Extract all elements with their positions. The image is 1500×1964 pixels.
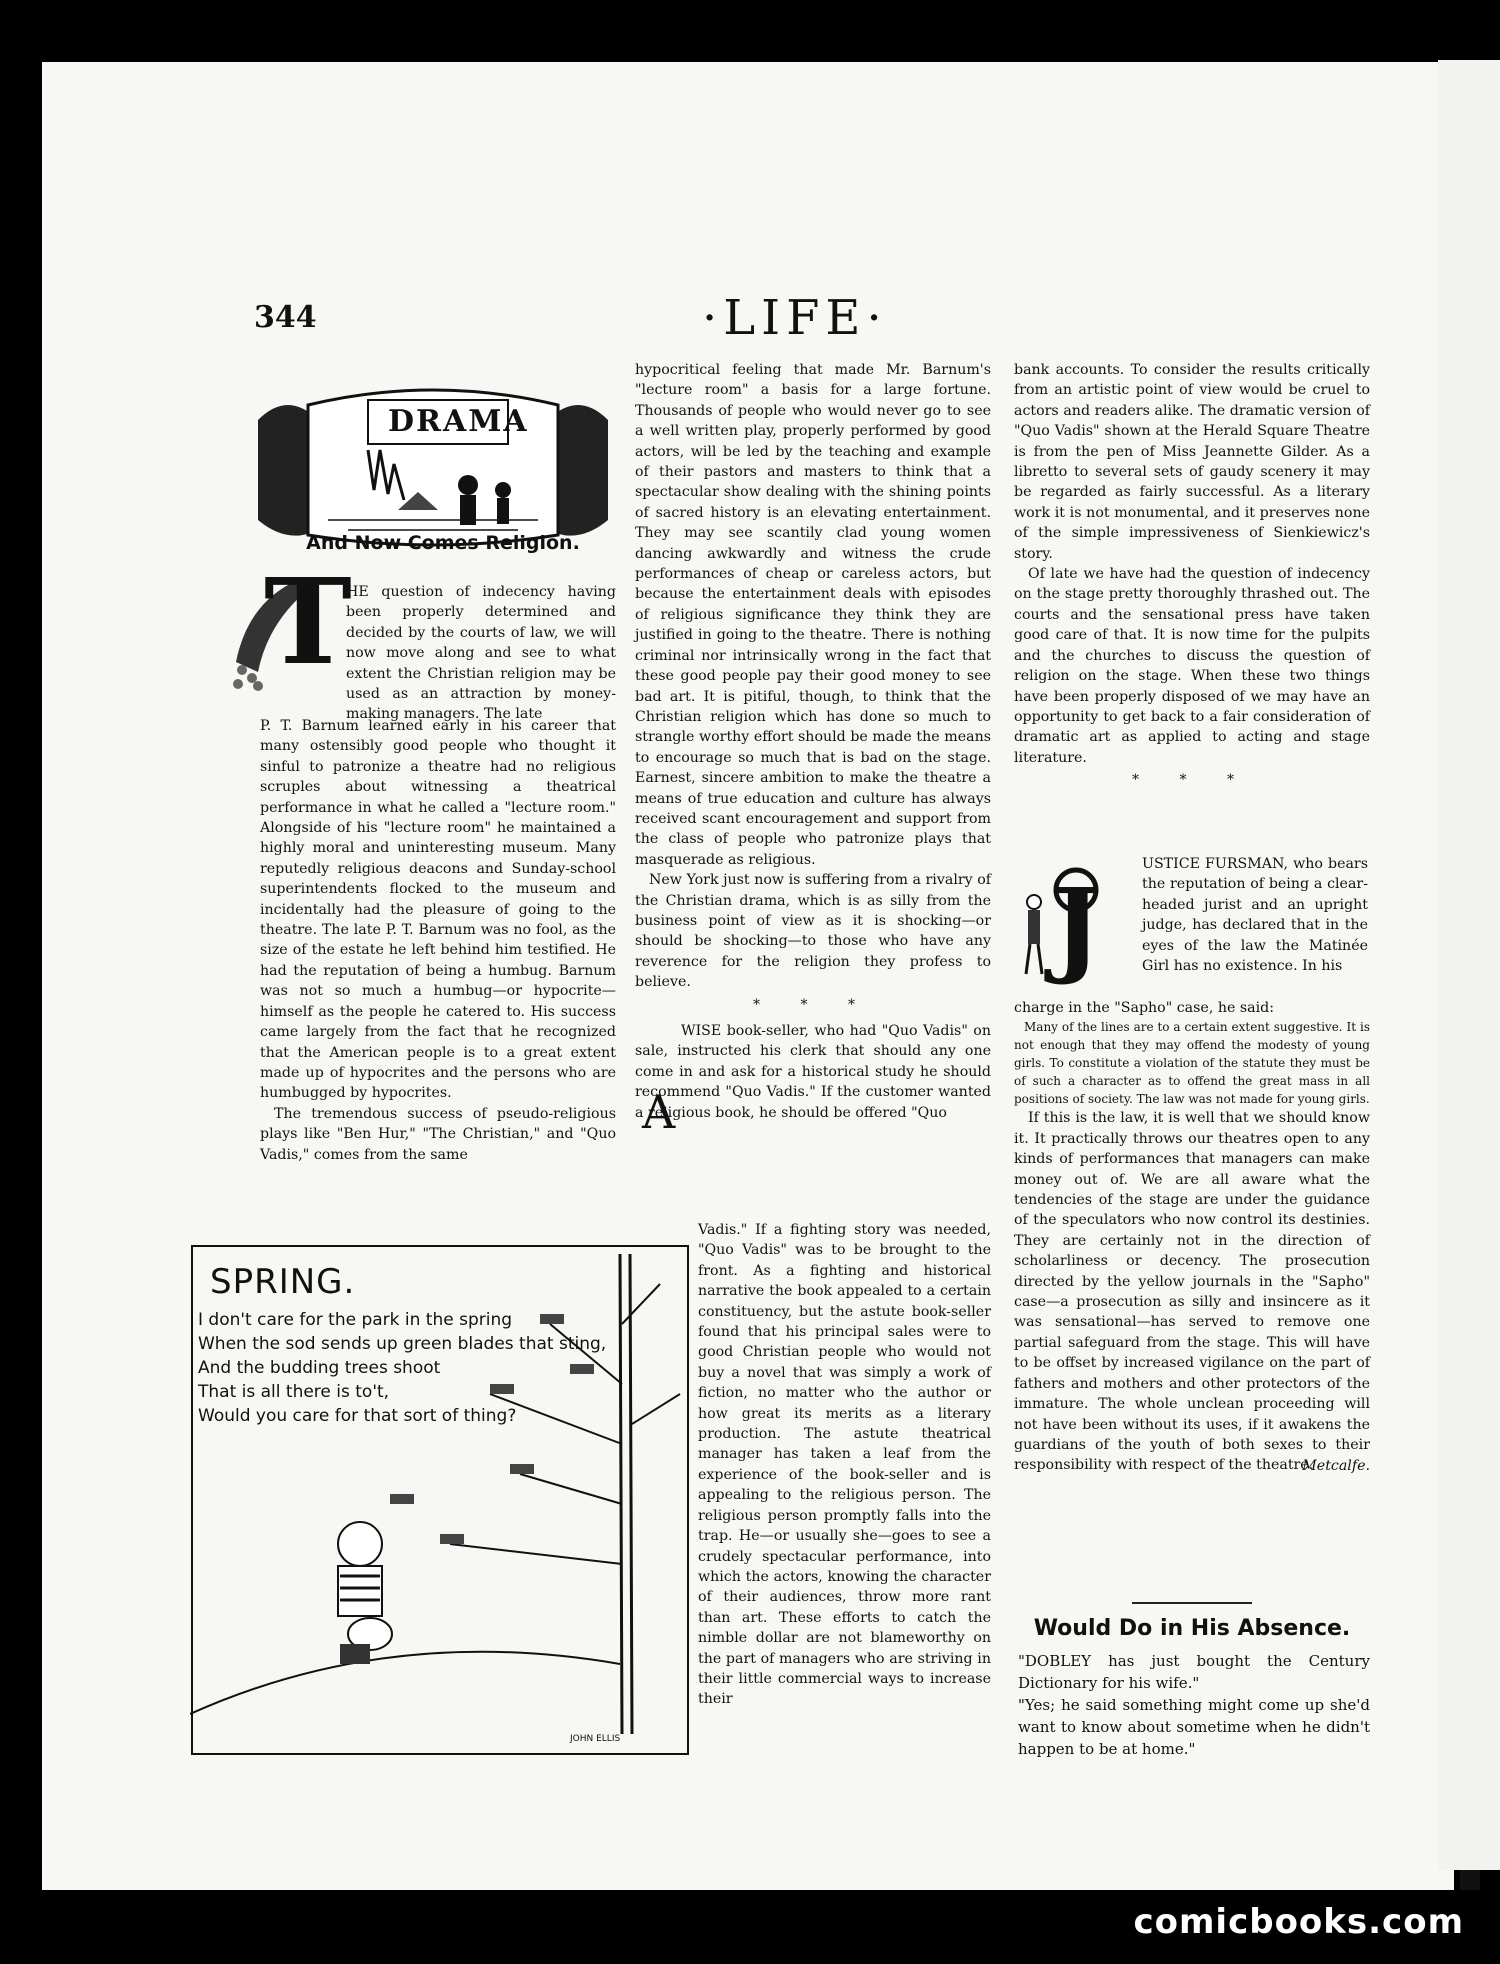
author-signature: Metcalfe. <box>1302 1457 1370 1474</box>
paragraph: New York just now is suffering from a rivalry of the Christian drama, which is as silly from the business point of view as it is shocking—or should be shocking—to those who have any reverence for the religion they profess to believe. <box>635 872 991 991</box>
drama-label: DRAMA <box>388 404 529 439</box>
adjacent-page-edge <box>1438 60 1500 1870</box>
drama-banner-illustration <box>248 380 618 550</box>
cartoon-title: SPRING. <box>210 1262 356 1302</box>
lead-text: HE question of indecency having been properly determined and decided by the courts of law, we will now move along and see to what extent the Christian religion may be used as an attraction by money-making managers. The late <box>346 584 616 723</box>
paragraph: The tremendous success of pseudo-religious plays like "Ben Hur," "The Christian," and "Quo Vadis," comes from the same <box>260 1105 616 1163</box>
verse-line: I don't care for the park in the spring <box>198 1310 513 1330</box>
joke-line: "Yes; he said something might come up she'd want to know about sometime when he didn't happen to be at home." <box>1018 1696 1370 1758</box>
paragraph: charge in the "Sapho" case, he said: <box>1014 1000 1275 1016</box>
paragraph: hypocritical feeling that made Mr. Barnum's "lecture room" a basis for a large fortune. Thousands of people who would never go to see a well written play, properly performed by good actors, will be led by the teaching and example of their pastors and masters to think that a spectacular show dealing with the shining points of sacred history is an elevating entertainment. They may see scantily clad young women dancing awkwardly and witness the crude performances of cheap or careless actors, but because the entertainment deals with episodes of religious significance they think they are justified in going to the theatre. There is nothing criminal nor intrinsically wrong in the fact that these good people pay their good money to see bad art. It is pitiful, though, to think that the Christian religion which has done so much to strangle worthy effort should be made the means to encourage so much that is bad on the stage. Earnest, sincere ambition to make the theatre a means of true education and culture has always received scant encouragement and support from the class of people who patronize plays that masquerade as religious. <box>635 362 991 868</box>
paragraph: Of late we have had the question of indecency on the stage pretty thoroughly thrashed out. The courts and the sensational press have taken good care of that. It is now time for the pulpits and the churches to discuss the question of religion on the stage. When these two things have been properly disposed of we may have an opportunity to get back to a fair consideration of dramatic art as applied to acting and stage literature. <box>1014 566 1370 766</box>
article-column-2 <box>635 360 991 1123</box>
divider-rule <box>1132 1602 1252 1604</box>
a-lead-text: WISE book-seller, who had "Quo Vadis" on sale, instructed his clerk that should any one come in and ask for a historical study he should recommend "Quo Vadis." If the customer wanted a religious book, he should be offered "Quo <box>635 1023 991 1121</box>
spring-cartoon <box>190 1244 690 1756</box>
article-column-1 <box>260 716 616 1165</box>
masthead-title: ·LIFE· <box>702 290 888 346</box>
section-divider-stars: * * * <box>753 996 873 1013</box>
magazine-page <box>42 62 1454 1890</box>
joke-line: "DOBLEY has just bought the Century Dictionary for his wife." <box>1018 1652 1370 1692</box>
section-divider-stars: * * * <box>1132 772 1252 789</box>
article-title: And Now Comes Religion. <box>306 532 580 554</box>
paragraph: If this is the law, it is well that we should know it. It practically throws our theatres open to any kinds of performances that managers can make money out of. We are all aware what the tendencies of the stage are under the guidance of the speculators who now control its destinies. They are certainly not in the direction of scholarliness or decency. The prosecution directed by the yellow journals in the "Sapho" case—a prosecution as silly and insincere as it was sensational—has served to remove one partial safeguard from the stage. This will have to be offset by increased vigilance on the part of fathers and mothers and other protectors of the immature. The whole unclean proceeding will not have been without its uses, if it awakens the guardians of the youth of both sexes to their responsibility with respect of the theatre. <box>1014 1110 1370 1474</box>
article-column-2-continued <box>698 1220 991 1710</box>
paragraph: bank accounts. To consider the results critically from an artistic point of view would be cruel to actors and readers alike. The dramatic version of "Quo Vadis" shown at the Herald Square Theatre is from the pen of Miss Jeannette Gilder. As a libretto to several sets of gaudy scenery it may be regarded as fairly successful. As a literary work it is not monumental, and it preserves none of the simple impressiveness of Sienkiewicz's story. <box>1014 362 1370 562</box>
verse-line: When the sod sends up green blades that sting, <box>198 1334 607 1354</box>
dropcap-j: J <box>1052 865 1102 988</box>
paragraph: P. T. Barnum learned early in his career that many ostensibly good people who thought it sinful to patronize a theatre had no religious scruples about witnessing a theatrical performance in what he called a "lecture room." Alongside of his "lecture room" he maintained a highly moral and uninteresting museum. Many reputedly religious deacons and Sunday-school superintendents flocked to the museum and incidentally had the pleasure of going to the theatre. The late P. T. Barnum was no fool, as the size of the estate he left behind him testified. He had the reputation of being a humbug. Barnum was not so much a humbug—or hypocrite—himself as the people he catered to. His success came largely from the fact that he recognized that the American people is to a great extent made up of hypocrites and the persons who are humbugged by hypocrites. <box>260 718 616 1102</box>
dropcap-t-illustration <box>228 552 352 698</box>
artist-signature: JOHN ELLIS <box>570 1734 621 1744</box>
watermark-brand: comicbooks.com <box>1133 1902 1464 1942</box>
article-lead-paragraph <box>346 582 616 725</box>
verse-line: Would you care for that sort of thing? <box>198 1406 517 1426</box>
paragraph: Vadis." If a fighting story was needed, "Quo Vadis" was to be brought to the front. As a fighting and historical narrative the book appealed to a certain constituency, but the astute book-seller found that his principal sales were to good Christian people who would not buy a novel that was simply a work of fiction, no matter who the author or how great its merits as a literary production. The astute theatrical manager has taken a leaf from the experience of the book-seller and is appealing to the religious person. The religious person promptly falls into the trap. He—or usually she—goes to see a crudely spectacular performance, into which the actors, knowing the character of their audiences, throw more rant than art. These efforts to catch the nimble dollar are not blameworthy on the part of managers who are striving in their little commercial ways to increase their <box>698 1222 991 1708</box>
article-column-3 <box>1014 360 1370 797</box>
dropcap-t: T <box>264 552 352 691</box>
verse-line: That is all there is to't, <box>198 1382 390 1402</box>
cartoon-verse <box>198 1308 606 1428</box>
quoted-charge: Many of the lines are to a certain extent suggestive. It is not enough that they may offend the modesty of young girls. To constitute a violation of the statute they must be of such a character as to offend the great mass in all positions of society. The law was not made for young girls. <box>1014 1020 1370 1107</box>
article-column-3-continued <box>1014 998 1370 1476</box>
article-title: Would Do in His Absence. <box>1033 1616 1351 1641</box>
page-number: 344 <box>254 300 317 335</box>
verse-line: And the budding trees shoot <box>198 1358 441 1378</box>
paragraph: USTICE FURSMAN, who bears the reputation of being a clear-headed jurist and an upright judge, has declared that in the eyes of the law the Matinée Girl has no existence. In his <box>1142 856 1368 975</box>
dropcap-a: A <box>642 1085 676 1139</box>
dropcap-j-illustration <box>1020 862 1102 988</box>
justice-lead <box>1142 854 1368 976</box>
joke-paragraph <box>1018 1650 1370 1760</box>
